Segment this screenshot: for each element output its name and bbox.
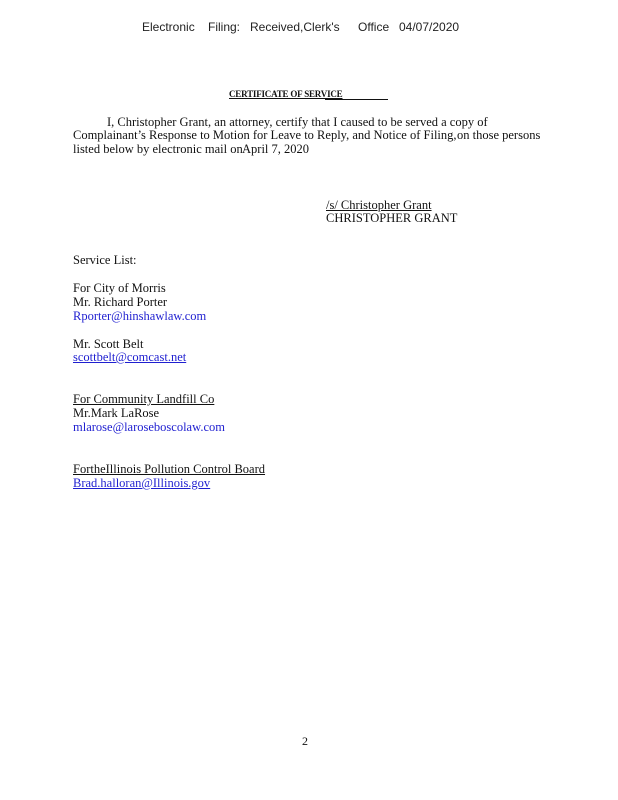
header-received-clerks: Received,Clerk's xyxy=(250,20,340,34)
service-org-pollution-control-board: FortheIllinois Pollution Control Board xyxy=(73,462,266,476)
body-line-2: Complainant’s Response to Motion for Leave to Reply, and Notice of Filing, xyxy=(73,128,457,142)
service-org-city-of-morris: For City of Morris xyxy=(73,281,166,295)
header-date: 04/07/2020 xyxy=(399,20,460,34)
signature-line: /s/ Christopher Grant xyxy=(326,198,432,212)
title-underline xyxy=(325,99,388,100)
body-line-3: listed below by electronic mail on xyxy=(73,142,243,156)
header-filing: Filing: xyxy=(208,20,241,34)
signature-name: CHRISTOPHER GRANT xyxy=(326,211,458,225)
document-title: CERTIFICATE OF SERVICE xyxy=(229,89,343,99)
email-link-brad-halloran[interactable]: Brad.halloran@Illinois.gov xyxy=(73,476,211,490)
service-org-community-landfill: For Community Landfill Co xyxy=(73,392,215,406)
email-link-mlarose[interactable]: mlarose@laroseboscolaw.com xyxy=(73,420,225,434)
service-person-mark-larose: Mr.Mark LaRose xyxy=(73,406,160,420)
email-link-scottbelt[interactable]: scottbelt@comcast.net xyxy=(73,350,187,364)
service-person-scott-belt: Mr. Scott Belt xyxy=(73,337,144,351)
service-person-richard-porter: Mr. Richard Porter xyxy=(73,295,168,309)
header-electronic: Electronic xyxy=(142,20,195,34)
body-line-2-overlap: on those persons xyxy=(457,128,541,142)
email-link-rporter[interactable]: Rporter@hinshawlaw.com xyxy=(73,309,207,323)
body-line-1: I, Christopher Grant, an attorney, certify that I caused to be served a copy of xyxy=(107,115,488,129)
header-office: Office xyxy=(358,20,390,34)
service-list-heading: Service List: xyxy=(73,253,137,267)
page-number: 2 xyxy=(302,734,308,748)
body-line-3-date: April 7, 2020 xyxy=(242,142,310,156)
